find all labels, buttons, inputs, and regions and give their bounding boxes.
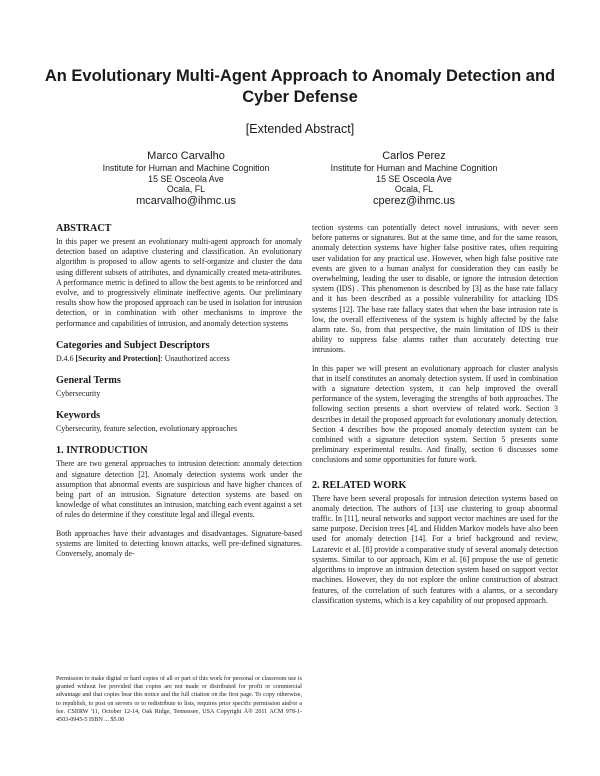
author-name: Marco Carvalho [147,150,225,162]
abstract-text: In this paper we present an evolutionary multi-agent approach for anomaly detection based on adaptive clustering and classification. An evolutionary algorithm is proposed to allow agents to self-organize and cluster the data using different subsets of attributes, and dynamically created meta-attributes. A performance metric is defined to allow the best agents to be reinforced and evolve, and to progressively eliminate ineffective agents. Our preliminary results show how the proposed approach can be used in isolation for intrusion detection, or in combination with other mechanisms to improve the performance and capabilities of intrusion, and anomaly detection systems [56,237,302,328]
author-block-2 [284,150,544,208]
introduction-heading: 1. INTRODUCTION [56,445,148,457]
introduction-paragraph-2-continued: tection systems can potentially detect novel intrusions, with never seen before patterns or signatures. But at the same time, and for the same reason, anomaly detection systems have higher false positive rates, often requiring user validation for any practical use. However, when high false positive rate events are given to a human analyst for consideration they can easily be overwhelming, leading the user to disable, or ignore the intrusion detection system (IDS) . This phenomenon is described by [3] as the base rate fallacy and it has been described as a possible vulnerability for attacking IDS systems [12]. The base rate fallacy states that when the base intrusion rate is low, the overall effectiveness of the system is highly affected by the false alarm rate. So, from that perspective, the main limitation of IDS is their ability to suppress false alarms rather than accurately detecting true intrusions. [312,223,558,355]
author-email: mcarvalho@ihmc.us [136,194,236,207]
introduction-paragraph-3: In this paper we will present an evolutionary approach for cluster analysis that in itself constitutes an anomaly detection system. If used in combination with a signature detection system, it can help improved the overall performance of the system, leveraging the strengths of both approaches. The following section presents a short overview of related work. Section 3 describes in detail the proposed approach for evolutionary anomaly detection. Section 4 describes how the proposed anomaly detection system can be combined with a signature detection system. Section 5 presents some preliminary experimental results. And finally, section 6 discusses some conclusions and some opportunities for future work. [312,363,558,465]
category-code: D.4.6 [56,353,74,363]
author-city: Ocala, FL [166,184,206,194]
introduction-paragraph-1: There are two general approaches to intrusion detection: anomaly detection and signature detection [2]. Anomaly detection systems work under the assumption that abnormal events are suspicious and have higher chances of being part of an intrusion. Signature detection systems are based on knowledge of what constitutes an intrusion, matching each event against a set of rules do determine if they constitute legal and illegal events. [56,459,302,520]
categories-text [56,354,302,364]
author-city: Ocala, FL [394,184,434,194]
introduction-paragraph-2: Both approaches have their advantages and disadvantages. Signature-based systems are limited to detecting known attacks, well pre-defined signatures. Conversely, anomaly de- [56,528,302,559]
author-affiliation: Institute for Human and Machine Cognition [102,163,270,173]
author-street: 15 SE Osceola Ave [148,173,224,184]
keywords-heading: Keywords [56,410,101,422]
abstract-heading: ABSTRACT [56,223,112,234]
paper-subtitle: [Extended Abstract] [245,122,355,136]
permission-notice: Permission to make digital or hard copies of all or part of this work for personal or classroom use is granted without fee provided that copies are not made or distributed for profit or commercial advantage and that copies bear this notice and the full citation on the first page. To copy otherwise, to republish, to post on servers or to redistribute to lists, requires prior specific permission and/or a fee. CSIIRW '11, October 12-14, Oak Ridge, Tennessee, USA Copyright Ä® 2011 ACM 978-1-4503-0945-5 ISBN ... $5.00 [56,676,302,724]
categories-heading: Categories and Subject Descriptors [56,339,210,351]
category-rest: : Unauthorized access [160,353,230,363]
general-terms-heading: General Terms [56,375,121,387]
category-label: [Security and Protection] [75,353,161,363]
author-street: 15 SE Osceola Ave [376,173,452,184]
paper-title: An Evolutionary Multi-Agent Approach to Anomaly Detection and Cyber Defense [44,67,556,106]
author-block-1 [56,150,316,208]
author-email: cperez@ihmc.us [372,194,456,207]
right-column [312,223,558,606]
keywords-text: Cybersecurity, feature selection, evolutionary approaches [56,424,237,434]
left-column [56,223,302,559]
author-affiliation: Institute for Human and Machine Cognition [330,163,498,173]
related-work-heading: 2. RELATED WORK [312,479,407,491]
related-work-text: There have been several proposals for intrusion detection systems based on anomaly detection. The authors of [13] use clustering to group abnormal traffic. In [11], neural networks and support vector machines are used for the same purpose. Decision trees [4], and Hidden Markov models have also been used for anomaly detection [14]. For a brief background and review, Lazarevic et al. [8] provide a comparative study of several anomaly detection systems. Similar to our approach, Kim et al. [6] propose the use of genetic algorithms to improve an intrusion detection system based on support vector machines. However, they do not explore the online construction of abstract features, of the correlation of such features with a alarms, or a secondary classification systems, which is a key capability of our proposed approach. [312,493,558,605]
general-terms-text: Cybersecurity [56,389,101,399]
author-name: Carlos Perez [382,150,446,162]
